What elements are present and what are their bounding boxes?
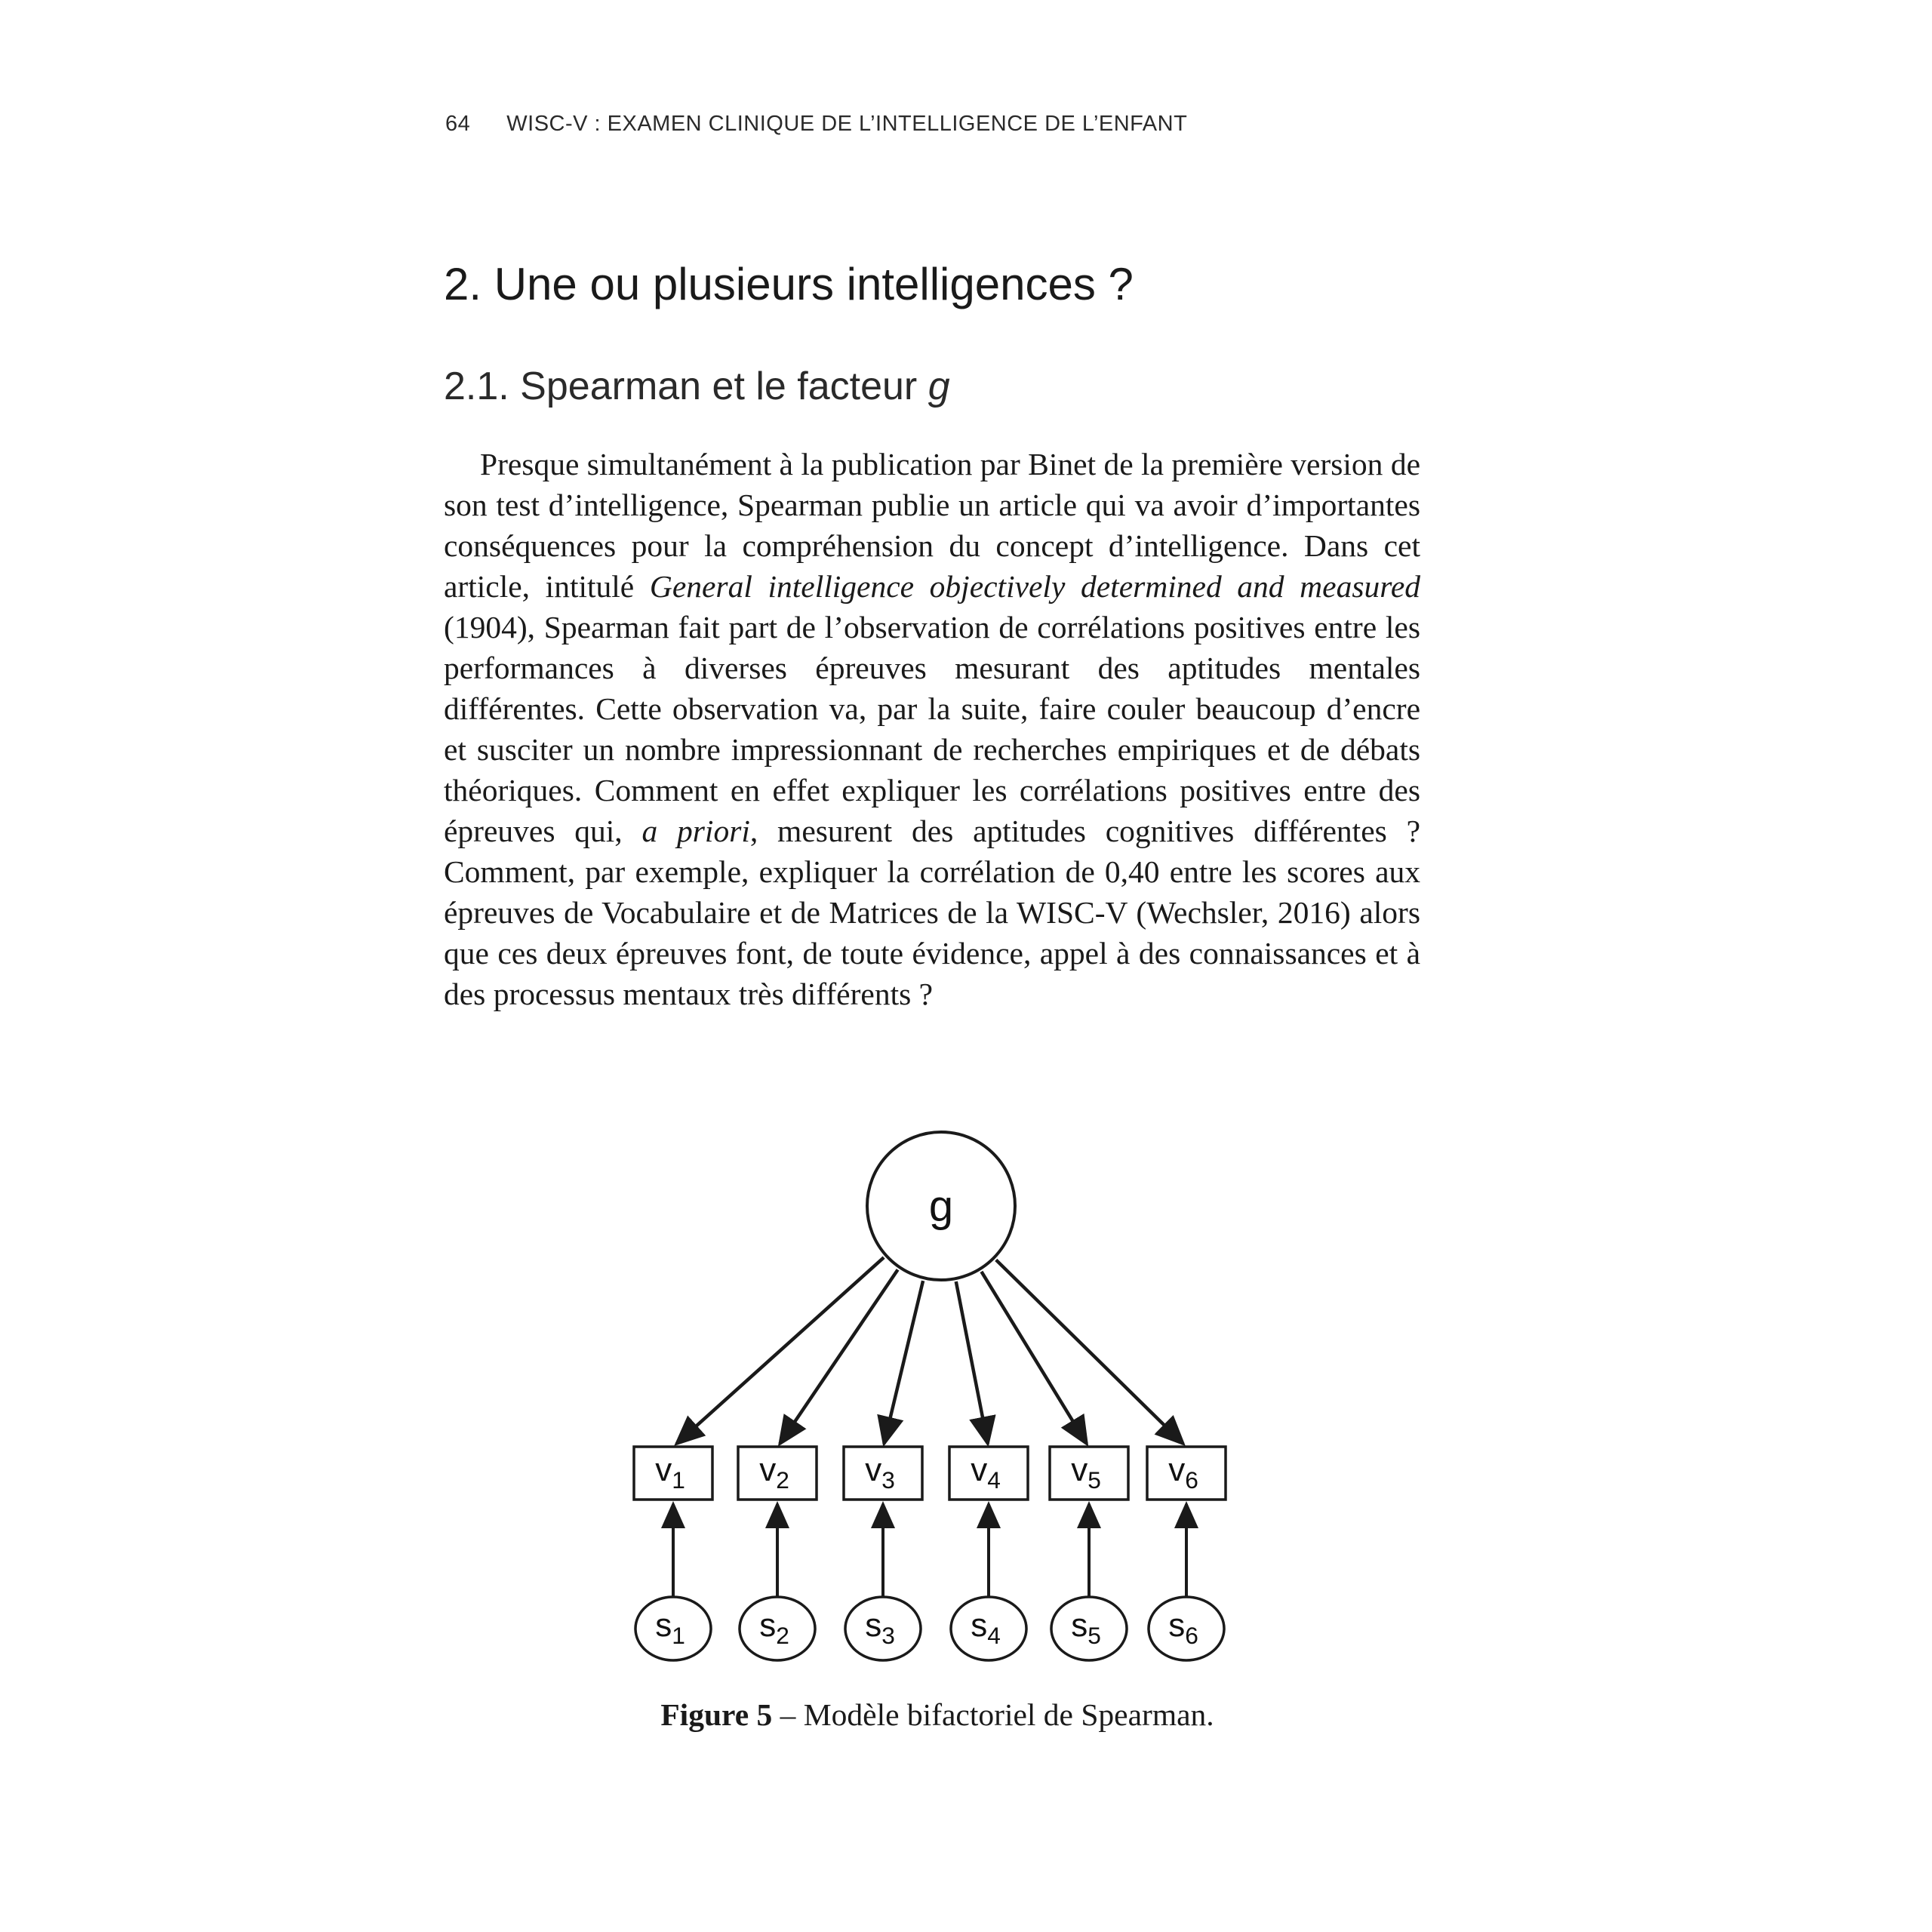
variable-label-2-index: 2 — [776, 1466, 789, 1494]
variable-label-5-letter: v — [1071, 1451, 1088, 1488]
specific-factor-label-6-index: 6 — [1185, 1622, 1198, 1649]
g-loading-arrows — [676, 1257, 1183, 1444]
section-title-symbol: g — [928, 365, 950, 408]
bifactor-diagram-svg — [619, 1124, 1238, 1698]
caption-text: Modèle bifactoriel de Spearman. — [803, 1697, 1214, 1732]
general-factor-label: g — [928, 1182, 954, 1231]
bifactor-diagram — [619, 1124, 1238, 1698]
page-number: 64 — [445, 112, 471, 136]
specific-factor-label-5-index: 5 — [1088, 1622, 1101, 1649]
g-arrow-6 — [996, 1260, 1183, 1444]
specific-factor-label-2-letter: s — [759, 1607, 777, 1644]
variable-label-1-index: 1 — [672, 1466, 685, 1494]
section-title — [444, 364, 950, 409]
figure-caption — [0, 1697, 1875, 1733]
section-title-text: 2.1. Spearman et le facteur — [444, 365, 928, 408]
variable-label-3-index: 3 — [881, 1466, 895, 1494]
specific-factor-label-1-index: 1 — [672, 1622, 685, 1649]
paragraph-italic-a-priori: a priori — [641, 814, 750, 848]
variable-label-2-letter: v — [759, 1451, 777, 1488]
paragraph-text-1: Presque simultanément à la publication par Binet de la première version de son test d’intelligence, Spearman publie un article qui va avoir d’importantes conséquences pour la compréhension du concept d’intelligence. Dans cet article, intitulé — [444, 447, 1420, 604]
paragraph-text-3: , mesurent des aptitudes cognitives différentes ? Comment, par exemple, expliquer la corrélation de 0,40 entre les scores aux épreuves de Vocabulaire et de Matrices de la WISC-V (Wechsler, 2016) alors que ces deux épreuves font, de toute évidence, appel à des connaissances et à des processus mentaux très différents ? — [444, 814, 1420, 1011]
specific-factor-label-3-index: 3 — [881, 1622, 895, 1649]
variable-label-3-letter: v — [865, 1451, 882, 1488]
g-arrow-1 — [676, 1257, 884, 1444]
variable-label-5-index: 5 — [1088, 1466, 1101, 1494]
body-paragraph — [444, 444, 1420, 1014]
variable-label-1-letter: v — [655, 1451, 672, 1488]
variable-label-6-index: 6 — [1185, 1466, 1198, 1494]
variable-label-6-letter: v — [1168, 1451, 1186, 1488]
running-title: WISC-V : EXAMEN CLINIQUE DE L’INTELLIGENCE DE L’ENFANT — [506, 112, 1188, 136]
chapter-title: 2. Une ou plusieurs intelligences ? — [444, 259, 1134, 309]
g-arrow-3 — [884, 1281, 923, 1444]
specific-factor-label-1-letter: s — [655, 1607, 672, 1644]
specific-factor-label-5-letter: s — [1071, 1607, 1088, 1644]
specific-factor-arrows — [673, 1504, 1186, 1597]
general-factor-node — [867, 1132, 1015, 1280]
variable-label-4-letter: v — [971, 1451, 988, 1488]
figure-label: Figure 5 — [660, 1697, 773, 1732]
specific-factor-label-3-letter: s — [865, 1607, 882, 1644]
g-arrow-4 — [956, 1281, 988, 1444]
specific-factor-label-4-letter: s — [971, 1607, 988, 1644]
paragraph-italic-title: General intelligence objectively determined and measured — [649, 569, 1420, 604]
specific-factor-label-2-index: 2 — [776, 1622, 789, 1649]
variable-boxes — [634, 1447, 1226, 1500]
running-head — [445, 112, 1187, 137]
variable-label-4-index: 4 — [987, 1466, 1001, 1494]
paragraph-text-2: (1904), Spearman fait part de l’observation de corrélations positives entre les performances à diverses épreuves mesurant des aptitudes mentales différentes. Cette observation va, par la suite, faire couler beaucoup d’encre et susciter un nombre impressionnant de recherches empiriques et de débats théoriques. Comment en effet expliquer les corrélations positives entre des épreuves qui, — [444, 610, 1420, 848]
specific-factor-label-4-index: 4 — [987, 1622, 1001, 1649]
specific-factor-nodes — [635, 1597, 1224, 1660]
specific-factor-label-6-letter: s — [1168, 1607, 1186, 1644]
caption-separator: – — [772, 1697, 804, 1732]
